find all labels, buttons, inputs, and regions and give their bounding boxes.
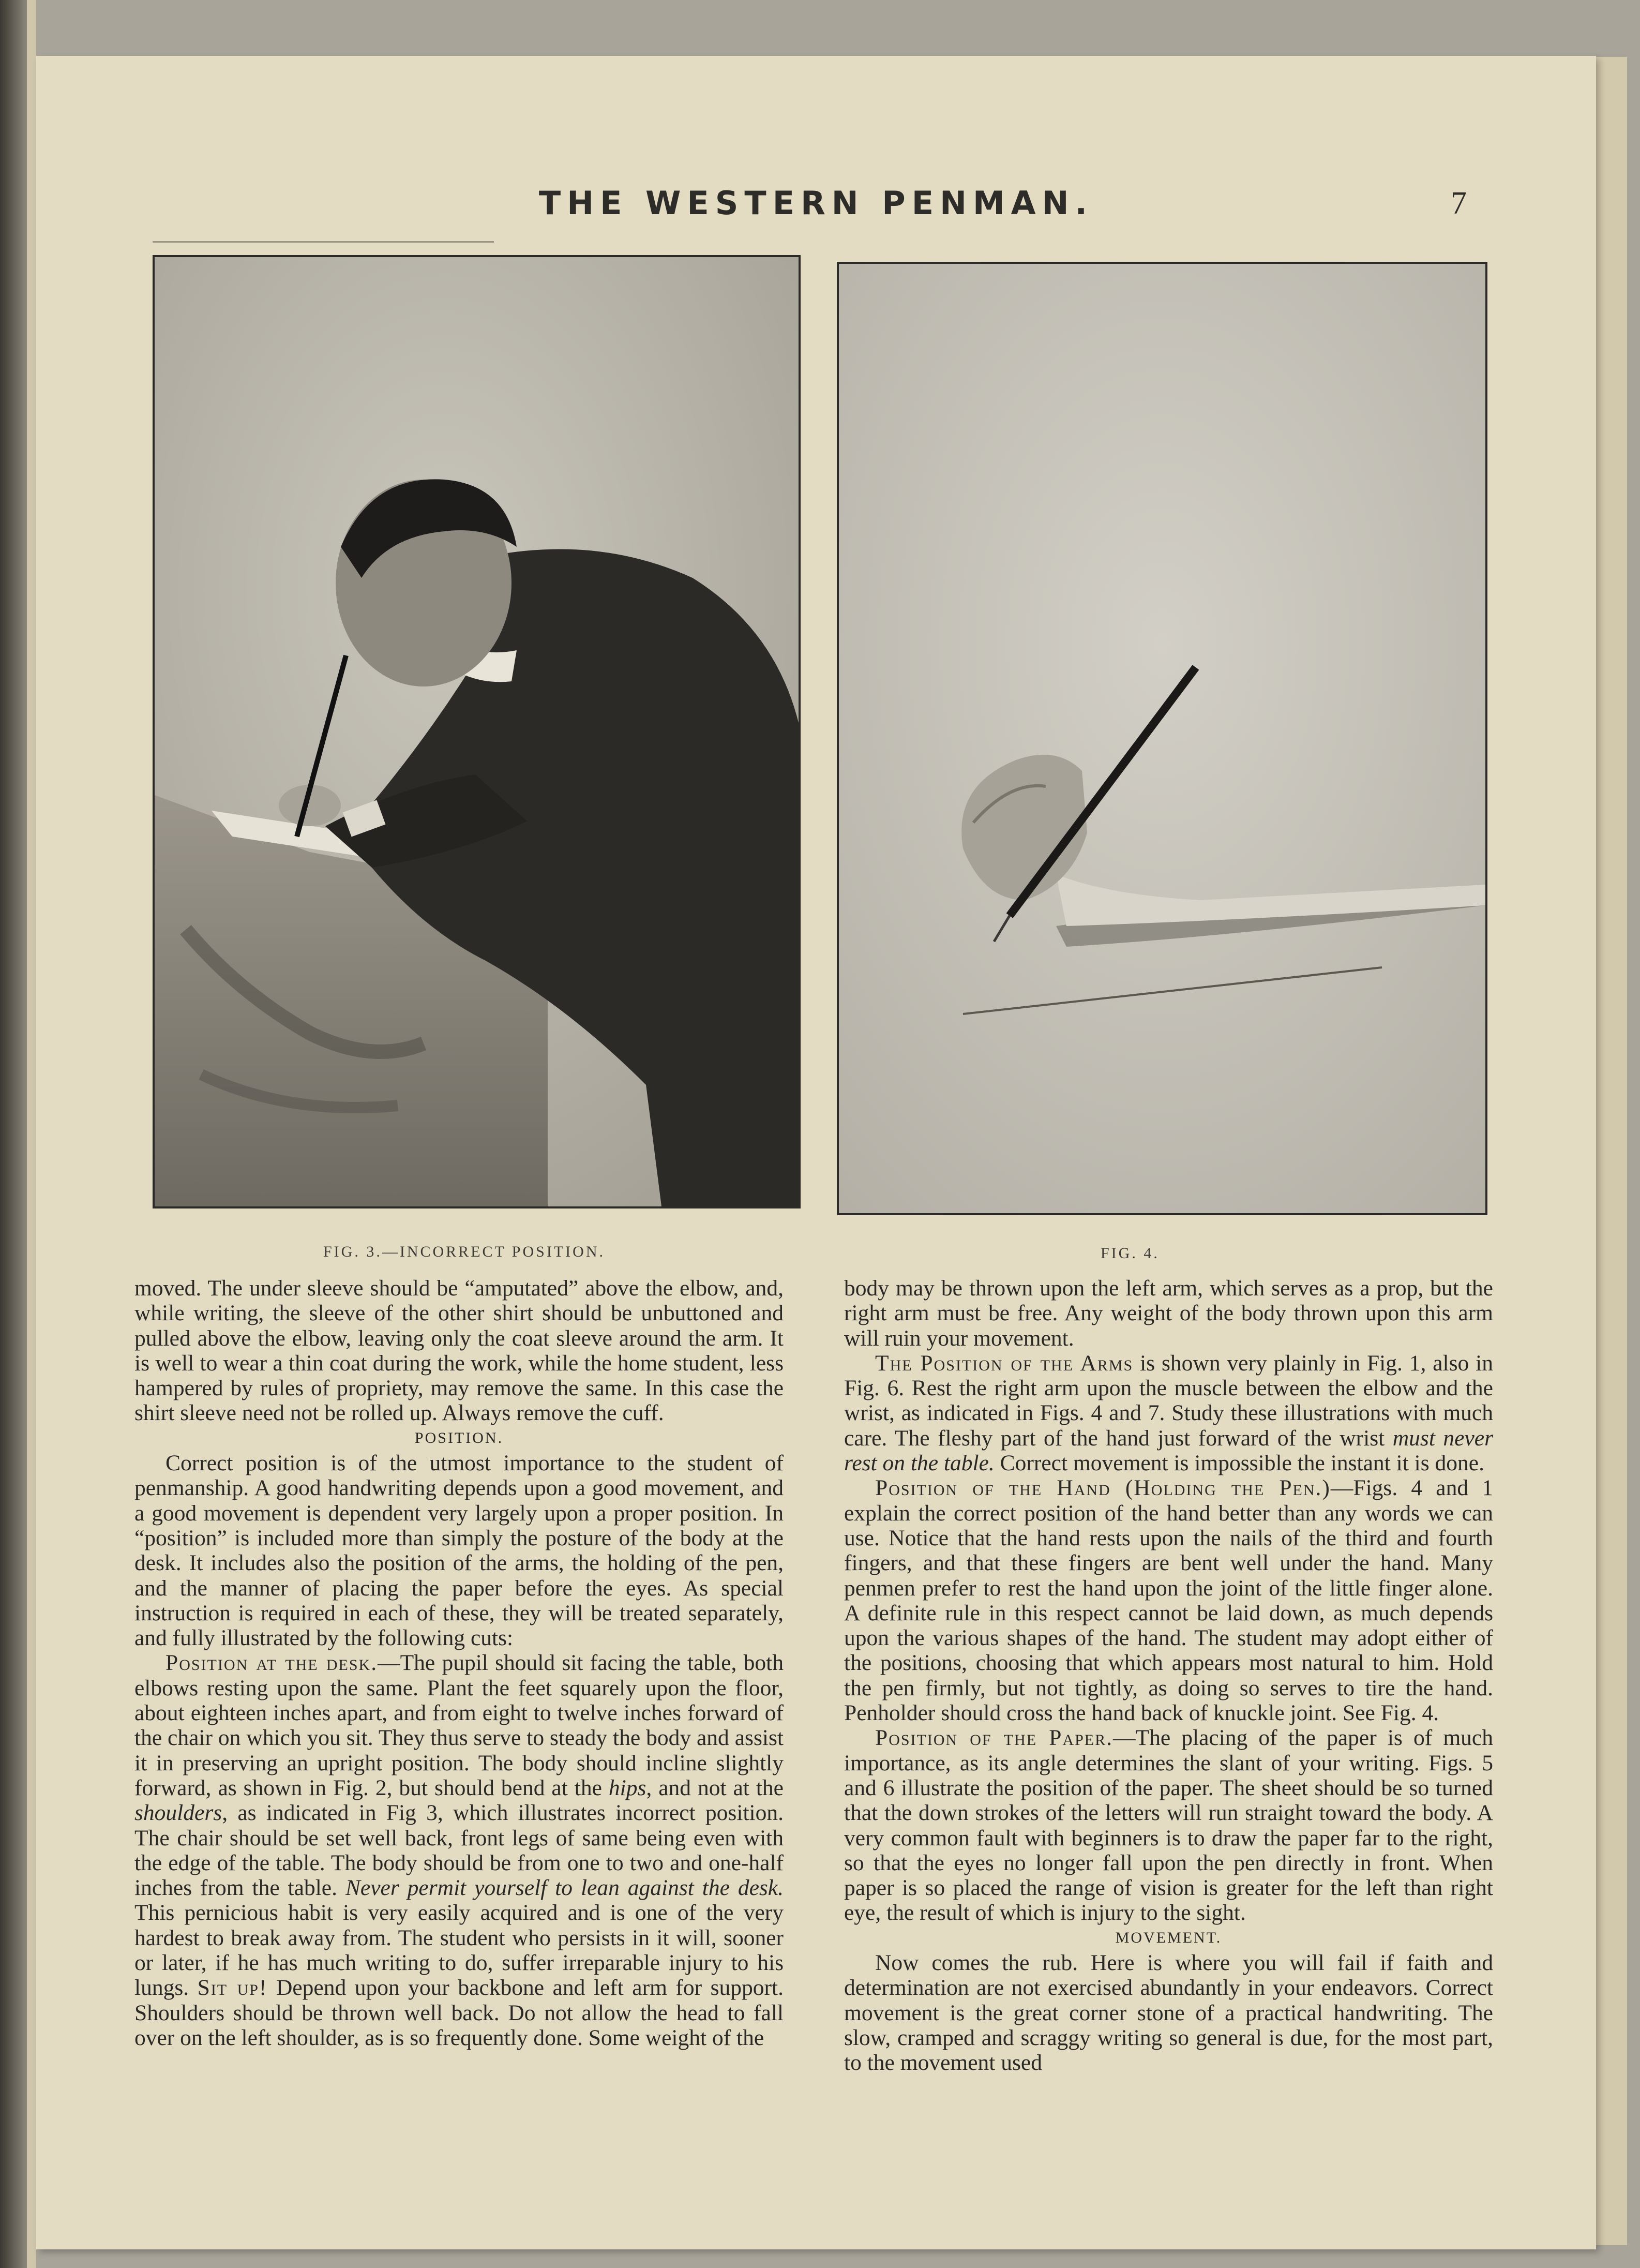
- paragraph-position-of-paper: [844, 1725, 1493, 1925]
- text-run: Correct movement is impossible the instant it is done.: [994, 1451, 1484, 1476]
- figure-4-caption: FIG. 4.: [1101, 1245, 1160, 1262]
- text-run: , and not at the: [646, 1775, 784, 1800]
- paragraph-position-at-desk: [134, 1650, 784, 2050]
- paragraph: Now comes the rub. Here is where you will fail if faith and determination are not exercised abundantly in your endeavors. Correct movement is the great corner stone of a practical handwriting. The slow, cramped and scraggy writing so general is due, for the most part, to the movement used: [844, 1950, 1493, 2076]
- paragraph: Correct position is of the utmost importance to the student of penmanship. A good handwriting depends upon a good movement, and a good movement is dependent very largely upon a proper position. In “position” is included more than simply the posture of the body at the desk. It includes also the position of the arms, the holding of the pen, and the manner of placing the paper before the eyes. As special instruction is required in each of these, they will be treated separately, and fully illustrated by the following cuts:: [134, 1451, 784, 1651]
- figure-3-caption: FIG. 3.—INCORRECT POSITION.: [323, 1243, 605, 1260]
- section-heading-movement: MOVEMENT.: [1115, 1929, 1222, 1946]
- italic-text: must never rest on the table.: [844, 1425, 1493, 1476]
- run-in-heading: Position of the Hand (Holding the Pen.): [875, 1475, 1331, 1501]
- run-in-heading: The Position of the Arms: [875, 1350, 1134, 1376]
- running-head: THE WESTERN PENMAN.: [538, 184, 1094, 222]
- italic-text: hips: [608, 1775, 646, 1800]
- italic-text: Never permit yourself to lean against the desk.: [345, 1875, 784, 1901]
- paragraph: moved. The under sleeve should be “amputated” above the elbow, and, while writing, the sleeve of the other shirt should be unbuttoned and pulled above the elbow, leaving only the coat sleeve around the arm. It is well to wear a thin coat during the work, while the home student, less hampered by rules of propriety, may remove the same. In this case the shirt sleeve need not be rolled up. Always remove the cuff.: [134, 1276, 784, 1426]
- hand-holding-pen-photo: [839, 264, 1485, 1213]
- man-writing-at-desk-photo: [155, 257, 799, 1206]
- page-number: 7: [1451, 186, 1467, 221]
- book-binding: [0, 0, 27, 2268]
- paragraph-position-of-arms: [844, 1351, 1493, 1475]
- text-run: Depend upon your backbone and left arm for support. Shoulders should be thrown well back. Do not allow the head to fall over on the left shoulder, as is so frequently done. Some weight of the: [134, 1975, 784, 2050]
- small-caps-text: Sit up!: [197, 1975, 268, 2001]
- section-heading-position: POSITION.: [414, 1429, 504, 1446]
- figure-4-photo: [837, 262, 1487, 1215]
- text-run: This pernicious habit is very easily acquired and is one of the very hardest to break away from. The student who persists in it will, sooner or later, if he has much writing to do, suffer irreparable injury to his lungs.: [134, 1900, 784, 2001]
- previous-page-edge: [27, 0, 36, 2268]
- right-text-column: [844, 1276, 1493, 2076]
- run-in-heading: Position at the desk.: [165, 1650, 378, 1676]
- run-in-heading: Position of the Paper.: [875, 1725, 1113, 1751]
- paragraph: body may be thrown upon the left arm, which serves as a prop, but the right arm must be free. Any weight of the body thrown upon this arm will ruin your movement.: [844, 1276, 1493, 1351]
- text-run: —Figs. 4 and 1 explain the correct position of the hand better than any words we can use. Notice that the hand rests upon the nails of the third and fourth fingers, and that these fingers are bent well under the hand. Many penmen prefer to rest the hand upon the joint of the little finger alone. A definite rule in this respect cannot be laid down, as much depends upon the various shapes of the hand. The student may adopt either of the positions, choosing that which appears most natural to him. Hold the pen firmly, but not tightly, as doing so serves to tire the hand. Penholder should cross the hand back of knuckle joint. See Fig. 4.: [844, 1475, 1493, 1726]
- text-run: , as indicated in Fig 3, which illustrates incorrect position. The chair should be set well back, front legs of same being even with the edge of the table. The body should be from one to two and one-half inches from the table.: [134, 1800, 784, 1901]
- figure-3-photo: [153, 255, 801, 1208]
- text-run: is shown very plainly in Fig. 1, also in Fig. 6. Rest the right arm upon the muscle between the elbow and the wrist, as indicated in Figs. 4 and 7. Study these illustrations with much care. The fleshy part of the hand just forward of the wrist: [844, 1350, 1493, 1451]
- magazine-page: [36, 56, 1596, 2249]
- left-text-column: [134, 1276, 784, 2050]
- italic-text: shoulders: [134, 1800, 222, 1826]
- text-run: —The placing of the paper is of much importance, as its angle determines the slant of your writing. Figs. 5 and 6 illustrate the position of the paper. The sheet should be so turned that the down strokes of the letters will run straight toward the body. A very common fault with beginners is to draw the paper far to the right, so that the eyes no longer fall upon the pen directly in front. When paper is so placed the range of vision is greater for the left than right eye, the result of which is injury to the sight.: [844, 1725, 1493, 1926]
- underlying-page-edge: [1596, 57, 1627, 2245]
- paragraph-position-of-hand: [844, 1475, 1493, 1725]
- header-rule: [153, 241, 494, 243]
- text-run: —The pupil should sit facing the table, both elbows resting upon the same. Plant the feet squarely upon the floor, about eighteen inches apart, and from eight to twelve inches forward of the chair on which you sit. They thus serve to steady the body and assist it in preserving an upright position. The body should incline slightly forward, as shown in Fig. 2, but should bend at the: [134, 1650, 784, 1800]
